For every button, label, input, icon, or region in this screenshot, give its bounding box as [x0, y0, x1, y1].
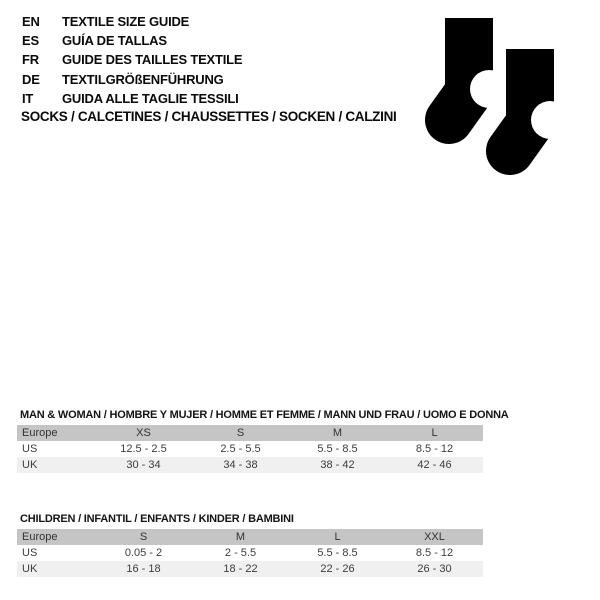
language-row-en — [22, 12, 242, 31]
column-header-size: L — [431, 427, 438, 439]
language-code: FR — [22, 52, 39, 68]
table-cell: 34 - 38 — [223, 459, 258, 471]
adult-size-table — [17, 409, 509, 473]
row-label: UK — [22, 563, 38, 575]
table-cell: 8.5 - 12 — [415, 443, 454, 455]
language-list — [22, 12, 242, 108]
language-label: GUIDA ALLE TAGLIE TESSILI — [62, 90, 239, 106]
column-header-size: L — [334, 531, 341, 543]
table-row-uk — [17, 457, 483, 473]
row-label: US — [22, 443, 38, 455]
children-size-table — [17, 513, 483, 577]
socks-icon — [420, 14, 580, 194]
children-table-title: CHILDREN / INFANTIL / ENFANTS / KINDER / BAMBINI — [20, 513, 294, 525]
category-title: SOCKS / CALCETINES / CHAUSSETTES / SOCKEN / CALZINI — [21, 109, 397, 124]
language-code: EN — [22, 14, 40, 30]
sock-right-icon — [506, 49, 569, 151]
column-header-size: XXL — [424, 531, 445, 543]
language-row-it — [22, 89, 242, 108]
table-cell: 18 - 22 — [223, 563, 258, 575]
column-header-region: Europe — [22, 531, 58, 543]
column-header-size: S — [139, 531, 148, 543]
table-row-uk — [17, 561, 483, 577]
table-cell: 5.5 - 8.5 — [317, 547, 358, 559]
column-header-size: M — [332, 427, 343, 439]
children-table-header-row — [17, 529, 483, 545]
column-header-size: M — [235, 531, 246, 543]
row-label: UK — [22, 459, 38, 471]
language-label: GUIDE DES TAILLES TEXTILE — [62, 52, 243, 68]
language-label: TEXTILE SIZE GUIDE — [62, 14, 190, 30]
table-cell: 2.5 - 5.5 — [220, 443, 261, 455]
table-cell: 22 - 26 — [320, 563, 355, 575]
table-row-us — [17, 441, 483, 457]
column-header-region: Europe — [22, 427, 58, 439]
table-cell: 16 - 18 — [126, 563, 161, 575]
language-code: ES — [22, 33, 39, 49]
table-cell: 0.05 - 2 — [124, 547, 163, 559]
adult-table-title: MAN & WOMAN / HOMBRE Y MUJER / HOMME ET FEMME / MANN UND FRAU / UOMO E DONNA — [20, 409, 509, 421]
sock-heel-cutout — [531, 101, 569, 139]
language-label: GUÍA DE TALLAS — [62, 33, 167, 49]
language-row-fr — [22, 50, 242, 69]
sock-heel-cutout — [470, 70, 508, 108]
table-cell: 38 - 42 — [320, 459, 355, 471]
language-code: IT — [22, 90, 34, 106]
table-cell: 8.5 - 12 — [415, 547, 454, 559]
table-cell: 2 - 5.5 — [224, 547, 257, 559]
row-label: US — [22, 547, 38, 559]
language-label: TEXTILGRÖßENFÜHRUNG — [62, 71, 224, 87]
column-header-size: XS — [136, 427, 151, 439]
adult-table-header-row — [17, 425, 483, 441]
table-cell: 42 - 46 — [417, 459, 452, 471]
table-row-us — [17, 545, 483, 561]
table-cell: 5.5 - 8.5 — [317, 443, 358, 455]
table-cell: 12.5 - 2.5 — [120, 443, 167, 455]
sock-left-icon — [445, 18, 508, 120]
table-cell: 30 - 34 — [126, 459, 161, 471]
table-cell: 26 - 30 — [417, 563, 452, 575]
language-row-de — [22, 70, 242, 89]
language-row-es — [22, 31, 242, 50]
column-header-size: S — [236, 427, 245, 439]
language-code: DE — [22, 71, 40, 87]
